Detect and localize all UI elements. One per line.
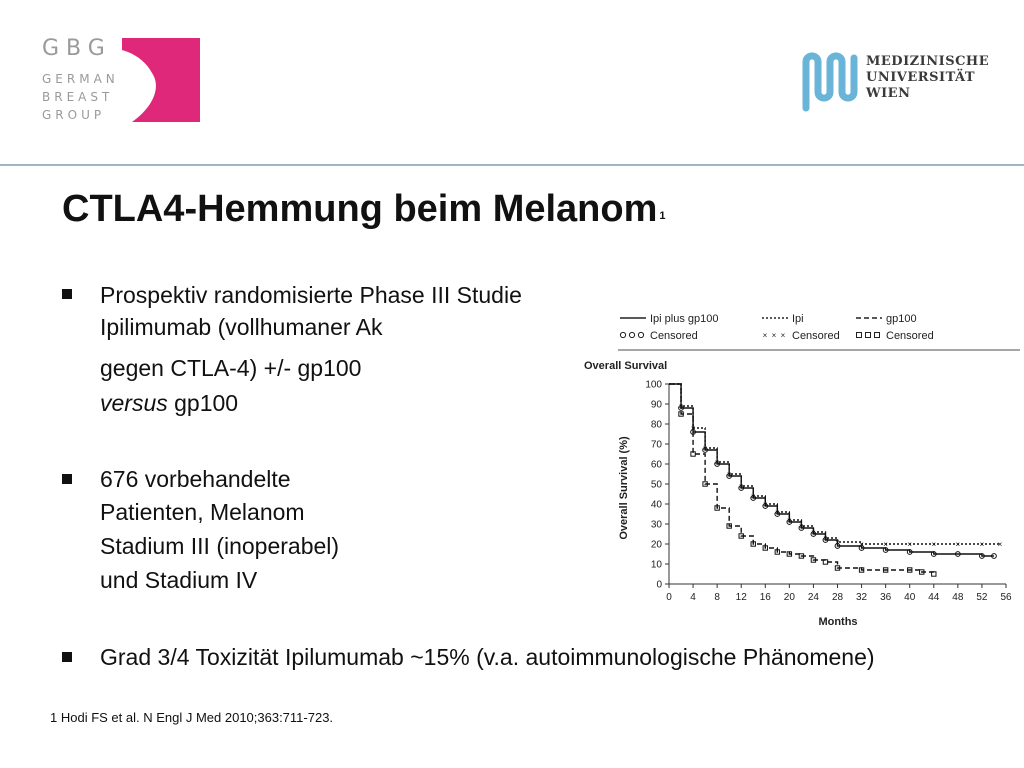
y-tick-label: 50	[650, 479, 662, 491]
legend-censor-marker	[620, 332, 625, 337]
bullet-1-line-3: gegen CTLA-4) +/- gp100	[100, 355, 362, 381]
x-tick-label: 16	[759, 592, 771, 603]
meduni-wien-line-3: WIEN	[866, 86, 911, 101]
bullet-2-line-2: Patienten, Melanom	[100, 499, 305, 525]
series-line	[669, 384, 994, 556]
legend-censor-marker	[638, 332, 643, 337]
x-tick-label: 24	[807, 592, 819, 603]
bullet-1-versus: versus	[100, 390, 168, 416]
chart-legend	[620, 313, 934, 342]
y-tick-label: 90	[650, 399, 662, 411]
data-point: ×	[678, 402, 684, 411]
legend-censor-marker	[875, 333, 880, 338]
x-tick-label: 36	[880, 592, 892, 603]
legend-censor-marker: ×	[771, 331, 777, 340]
slide-title	[62, 188, 666, 231]
y-axis-label: Overall Survival (%)	[618, 436, 630, 540]
data-point: ×	[907, 540, 913, 549]
bullet-marker	[62, 289, 72, 299]
x-tick-label: 40	[904, 592, 916, 603]
legend-censored-label: Censored	[650, 330, 698, 342]
slide-title-reference: 1	[659, 210, 666, 222]
legend-censor-marker	[866, 333, 871, 338]
legend-censor-marker	[857, 333, 862, 338]
header-divider	[0, 164, 1024, 166]
gbg-logo-line-group: GROUP	[42, 108, 106, 122]
legend-censored-label: Censored	[886, 330, 934, 342]
data-point: ×	[883, 540, 888, 549]
bullet-3-line-1: Grad 3/4 Toxizität Ipilumumab ~15% (v.a. autoimmunologische Phänomene)	[100, 644, 875, 670]
footnote: 1 Hodi FS et al. N Engl J Med 2010;363:711-723.	[50, 710, 334, 725]
y-tick-label: 20	[650, 539, 662, 551]
data-point: ×	[859, 540, 864, 549]
legend-label: gp100	[886, 313, 917, 325]
bullet-1-line-4-rest: gp100	[167, 390, 239, 416]
gbg-logo-line-breast: BREAST	[42, 90, 114, 104]
slide-title-text: CTLA4-Hemmung beim Melanom	[62, 188, 658, 230]
y-tick-label: 100	[645, 379, 662, 391]
legend-label: Ipi	[792, 313, 804, 325]
bullet-2-line-4: und Stadium IV	[100, 567, 258, 593]
bullet-1-line-4	[100, 390, 238, 416]
data-point: ×	[835, 538, 840, 547]
data-point: ×	[750, 492, 756, 501]
x-axis-label: Months	[818, 616, 858, 628]
legend-censor-marker	[629, 332, 634, 337]
gbg-logo-line-german: GERMAN	[42, 72, 119, 86]
survival-chart	[580, 305, 1020, 635]
chart-series	[669, 384, 1003, 576]
data-point: ×	[799, 522, 804, 531]
y-tick-label: 70	[650, 439, 662, 451]
data-point: ×	[823, 534, 828, 543]
x-tick-label: 56	[1000, 592, 1012, 603]
y-tick-label: 80	[650, 419, 662, 431]
bullet-marker	[62, 474, 72, 484]
bullet-1-line-1: Prospektiv randomisierte Phase III Studie	[100, 282, 522, 308]
data-point: ×	[774, 508, 780, 517]
data-point: ×	[787, 516, 792, 525]
data-point: ×	[955, 540, 961, 549]
series-line	[669, 384, 937, 574]
x-tick-label: 4	[690, 592, 696, 603]
meduni-wien-mark	[800, 48, 862, 114]
legend-censored-label: Censored	[792, 330, 840, 342]
x-tick-label: 8	[714, 592, 720, 603]
gbg-logo	[36, 36, 206, 128]
x-tick-label: 12	[735, 592, 747, 603]
chart-title: Overall Survival	[584, 360, 668, 372]
data-point: ×	[931, 540, 937, 549]
meduni-wien-line-2: UNIVERSITÄT	[866, 70, 976, 85]
y-tick-label: 60	[650, 459, 662, 471]
x-tick-label: 44	[928, 592, 940, 603]
chart-axes	[645, 380, 1012, 604]
x-tick-label: 20	[783, 592, 795, 603]
bullet-2-line-3: Stadium III (inoperabel)	[100, 533, 340, 559]
x-tick-label: 32	[856, 592, 868, 603]
meduni-wien-line-1: MEDIZINISCHE	[866, 54, 990, 69]
x-tick-label: 52	[976, 592, 988, 603]
data-point: ×	[738, 482, 744, 491]
legend-censor-marker: ×	[762, 331, 768, 340]
y-tick-label: 40	[650, 499, 662, 511]
legend-censor-marker: ×	[780, 331, 786, 340]
data-point: ×	[690, 424, 696, 433]
gbg-logo-letters: GBG	[42, 36, 112, 61]
data-point: ×	[997, 540, 1003, 549]
y-tick-label: 10	[650, 559, 662, 571]
gbg-logo-mark	[122, 38, 200, 122]
data-point: ×	[762, 500, 768, 509]
legend-label: Ipi plus gp100	[650, 313, 719, 325]
bullet-1-line-2: Ipilimumab (vollhumaner Ak	[100, 314, 383, 340]
data-point: ×	[726, 470, 732, 479]
data-point: ×	[702, 444, 708, 453]
data-point: ×	[811, 528, 816, 537]
x-tick-label: 0	[666, 592, 672, 603]
data-point: ×	[979, 540, 985, 549]
y-tick-label: 30	[650, 519, 662, 531]
y-tick-label: 0	[656, 579, 662, 591]
meduni-wien-logo	[800, 48, 1000, 118]
data-point: ×	[714, 458, 720, 467]
bullet-marker	[62, 652, 72, 662]
bullet-2-line-1: 676 vorbehandelte	[100, 466, 291, 492]
x-tick-label: 28	[831, 592, 844, 603]
x-tick-label: 48	[952, 592, 964, 603]
